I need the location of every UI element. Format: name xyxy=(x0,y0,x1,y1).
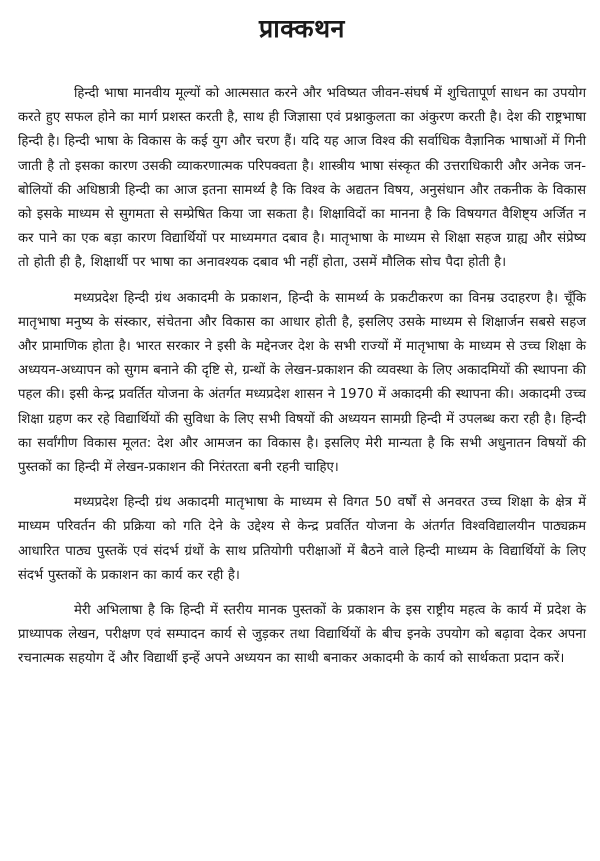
paragraph-2: मध्यप्रदेश हिन्दी ग्रंथ अकादमी के प्रकाशन, हिन्दी के सामर्थ्य के प्रकटीकरण का विनम्र उदाहरण है। चूँकि मातृभाषा मनुष्य के संस्कार, संचेतना और विकास का आधार होती है, इसलिए उसके माध्यम से शिक्षार्जन सबसे सहज और प्रामाणिक होता है। भारत सरकार ने इसी के मद्देनजर देश के सभी राज्यों में मातृभाषा के माध्यम से उच्च शिक्षा के अध्ययन-अध्यापन को सुगम बनाने की दृष्टि से, ग्रन्थों के लेखन-प्रकाशन की व्यवस्था के लिए अकादमियों की स्थापना की पहल की। इसी केन्द्र प्रवर्तित योजना के अंतर्गत मध्यप्रदेश शासन ने 1970 में अकादमी की स्थापना की। अकादमी उच्च शिक्षा ग्रहण कर रहे विद्यार्थियों की सुविधा के लिए सभी विषयों की अध्ययन सामग्री हिन्दी में उपलब्ध करा रही है। हिन्दी का सर्वांगीण विकास मूलत: देश और आमजन का विकास है। इसलिए मेरी मान्यता है कि सभी अधुनातन विषयों की पुस्तकों का हिन्दी में लेखन-प्रकाशन की निरंतरता बनी रहनी चाहिए। xyxy=(18,290,586,476)
paragraph-1: हिन्दी भाषा मानवीय मूल्यों को आत्मसात करने और भविष्यत जीवन-संघर्ष में शुचितापूर्ण साधन का उपयोग करते हुए सफल होने का मार्ग प्रशस्त करती है, साथ ही जिज्ञासा एवं प्रश्नाकुलता का अंकुरण करती है। देश की राष्ट्रभाषा हिन्दी है। हिन्दी भाषा के विकास के कई युग और चरण हैं। यदि यह आज विश्व की सर्वाधिक वैज्ञानिक भाषाओं में गिनी जाती है तो इसका कारण उसकी व्याकरणात्मक परिपक्वता है। शास्त्रीय भाषा संस्कृत की उत्तराधिकारी और अनेक जन-बोलियों की अधिष्ठात्री हिन्दी का आज इतना सामर्थ्य है कि विश्व के अद्यतन विषय, अनुसंधान और तकनीक के विकास को इसके माध्यम से सुगमता से सम्प्रेषित किया जा सकता है। शिक्षाविदों का मानना है कि विषयगत वैशिष्ट्य अर्जित न कर पाने का एक बड़ा कारण विद्यार्थियों पर माध्यमगत दबाव है। मातृभाषा के माध्यम से शिक्षा सहज ग्राह्य और संप्रेष्य तो होती ही है, शिक्षार्थी पर भाषा का अनावश्यक दबाव भी नहीं होता, उसमें मौलिक सोच पैदा होती है। xyxy=(18,86,586,271)
paragraph-4: मेरी अभिलाषा है कि हिन्दी में स्तरीय मानक पुस्तकों के प्रकाशन के इस राष्ट्रीय महत्व के कार्य में प्रदेश के प्राध्यापक लेखन, परीक्षण एवं सम्पादन कार्य से जुड़कर तथा विद्यार्थियों के बीच इनके उपयोग को बढ़ावा देकर अपना रचनात्मक सहयोग दें और विद्यार्थी इन्हें अपने अध्ययन का साथी बनाकर अकादमी के कार्य को सार्थकता प्रदान करें। xyxy=(18,603,586,667)
paragraph-3: मध्यप्रदेश हिन्दी ग्रंथ अकादमी मातृभाषा के माध्यम से विगत 50 वर्षों से अनवरत उच्च शिक्षा के क्षेत्र में माध्यम परिवर्तन की प्रक्रिया को गति देने के उद्देश्य से केन्द्र प्रवर्तित योजना के अंतर्गत विश्वविद्यालयीन पाठ्यक्रम आधारित पाठ्य पुस्तकें एवं संदर्भ ग्रंथों के साथ प्रतियोगी परीक्षाओं में बैठने वाले हिन्दी माध्यम के विद्यार्थियों के लिए संदर्भ पुस्तकों के प्रकाशन का कार्य कर रही है। xyxy=(18,495,586,583)
page-title: प्राक्कथन xyxy=(259,14,345,43)
